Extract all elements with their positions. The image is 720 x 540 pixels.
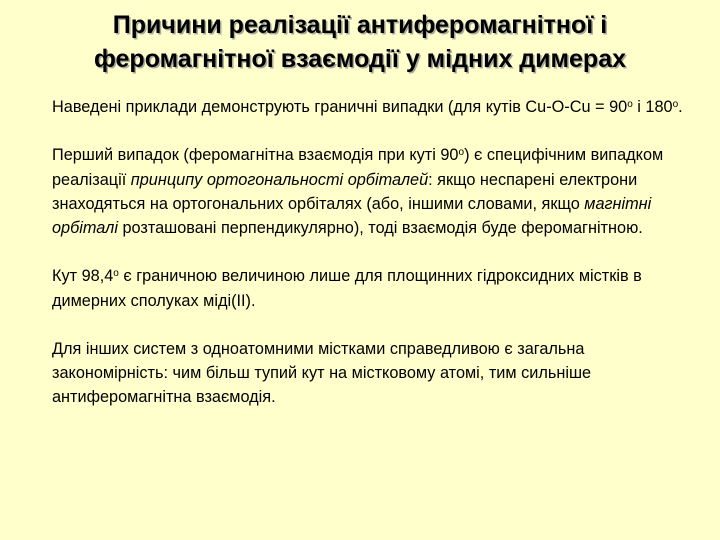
paragraph-text: ) є специфічним випадком реалізації xyxy=(52,146,664,189)
title-line-1: Причини реалізації антиферомагнітної і xyxy=(112,11,608,39)
paragraph-limit-cases xyxy=(52,95,692,119)
paragraph-text: Перший випадок (феромагнітна взаємодія при куті 90 xyxy=(52,146,459,165)
slide-title xyxy=(40,8,680,76)
paragraph-text: Кут 98,4 xyxy=(52,267,114,286)
paragraph-critical-angle xyxy=(52,264,692,312)
paragraph-text: є граничною величиною лише для площинних гідроксидних містків в димерних сполуках міді(ІІ). xyxy=(52,267,642,310)
italic-term-orthogonality: принципу ортогональності орбіталей xyxy=(130,170,429,189)
italic-term-magnetic-orbitals: магнітні орбіталі xyxy=(52,194,652,237)
paragraph-text: . xyxy=(678,98,683,116)
paragraph-text: Наведені приклади демонструють граничні випадки (для кутів Cu-O-Cu = 90 xyxy=(52,98,628,116)
paragraph-text: і 180 xyxy=(632,98,673,116)
paragraph-text: : якщо неспарені електрони знаходяться на ортогональних орбіталях (або, іншими словами, якщо xyxy=(52,170,638,213)
slide-body xyxy=(52,95,692,410)
degree-superscript: o xyxy=(672,99,679,110)
degree-superscript: o xyxy=(113,268,119,280)
degree-superscript: o xyxy=(458,147,465,159)
paragraph-ferromagnetic-case xyxy=(52,143,692,240)
title-line-2: феромагнітної взаємодії у мідних димерах xyxy=(93,45,627,73)
degree-superscript: o xyxy=(627,99,633,110)
paragraph-text: розташовані перпендикулярно), тоді взаємодія буде феромагнітною. xyxy=(117,219,643,237)
paragraph-general-rule xyxy=(52,337,692,410)
paragraph-text: Для інших систем з одноатомними містками справедливою є загальна закономірність: чим більш тупий кут на містковому атомі, тим сильніше антиферомагнітна взаємодія. xyxy=(52,339,592,407)
